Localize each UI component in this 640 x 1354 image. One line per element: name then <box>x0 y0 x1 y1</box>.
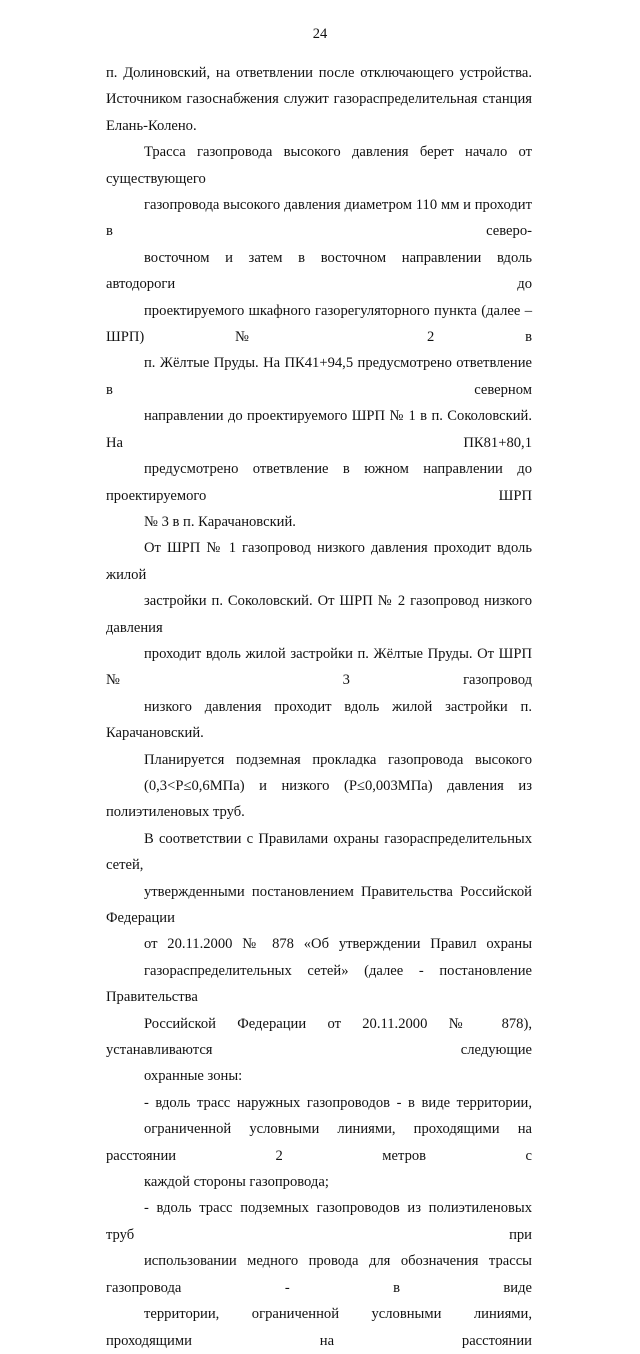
text-line: проходит вдоль жилой застройки п. Жёлтые Пруды. От ШРП № 3 газопровод <box>106 645 532 689</box>
text-line: - вдоль трасс наружных газопроводов - в виде территории, <box>144 1094 532 1111</box>
text-line: (0,3<Р≤0,6МПа) и низкого (Р≤0,003МПа) давления из полиэтиленовых труб. <box>106 777 532 821</box>
text-line: Источником газоснабжения служит газораспределительная станция <box>106 91 532 108</box>
paragraph-zone-underground <box>106 1195 532 1353</box>
text-line: направлении до проектируемого ШРП № 1 в п. Соколовский. На ПК81+80,1 <box>106 408 532 451</box>
text-line: В соответствии с Правилами охраны газораспределительных сетей, <box>106 830 532 874</box>
text-line: использовании медного провода для обозначения трассы газопровода - в виде <box>106 1253 532 1296</box>
text-line: газораспределительных сетей» (далее - постановление Правительства <box>106 962 532 1006</box>
text-line: № 3 в п. Карачановский. <box>144 513 296 530</box>
text-line: застройки п. Соколовский. От ШРП № 2 газопровод низкого давления <box>106 593 532 636</box>
paragraph-protection-rules <box>106 826 532 1090</box>
text-line: охранные зоны: <box>144 1068 243 1085</box>
text-line: утвержденными постановлением Правительства Российской Федерации <box>106 883 532 926</box>
text-line: каждой стороны газопровода; <box>144 1174 329 1191</box>
text-line: газопровода высокого давления диаметром 110 мм и проходит в северо- <box>106 197 532 240</box>
paragraph-zone-outdoor <box>106 1090 532 1196</box>
body-text <box>106 60 532 1354</box>
paragraph-planned-laying <box>106 747 532 826</box>
paragraph-high-pressure-route <box>106 139 532 535</box>
text-line: восточном и затем в восточном направлении вдоль автодороги до <box>106 249 532 293</box>
text-line: п. Жёлтые Пруды. На ПК41+94,5 предусмотрено ответвление в северном <box>106 355 532 398</box>
text-line: ограниченной условными линиями, проходящими на расстоянии 2 метров с <box>106 1121 532 1164</box>
text-line: Трасса газопровода высокого давления берет начало от существующего <box>106 144 532 187</box>
text-line: - вдоль трасс подземных газопроводов из полиэтиленовых труб при <box>106 1200 532 1243</box>
text-line: Планируется подземная прокладка газопровода высокого <box>144 751 532 768</box>
text-line: от 20.11.2000 № 878 «Об утверждении Правил охраны <box>144 936 532 953</box>
paragraph-dolinovsky <box>106 60 532 139</box>
paragraph-low-pressure-route <box>106 535 532 746</box>
text-line: Российской Федерации от 20.11.2000 № 878), устанавливаются следующие <box>106 1015 532 1059</box>
text-line: Елань-Колено. <box>106 117 197 134</box>
page-number: 24 <box>312 26 328 42</box>
text-line: п. Долиновский, на ответвлении после отключающего устройства. <box>106 65 532 81</box>
text-line: От ШРП № 1 газопровод низкого давления проходит вдоль жилой <box>106 540 532 583</box>
text-line: проектируемого шкафного газорегуляторного пункта (далее – ШРП) № 2 в <box>106 302 532 346</box>
text-line: территории, ограниченной условными линиями, проходящими на расстоянии <box>106 1306 532 1349</box>
text-line: низкого давления проходит вдоль жилой застройки п. Карачановский. <box>106 698 532 742</box>
text-line: предусмотрено ответвление в южном направлении до проектируемого ШРП <box>106 461 532 504</box>
